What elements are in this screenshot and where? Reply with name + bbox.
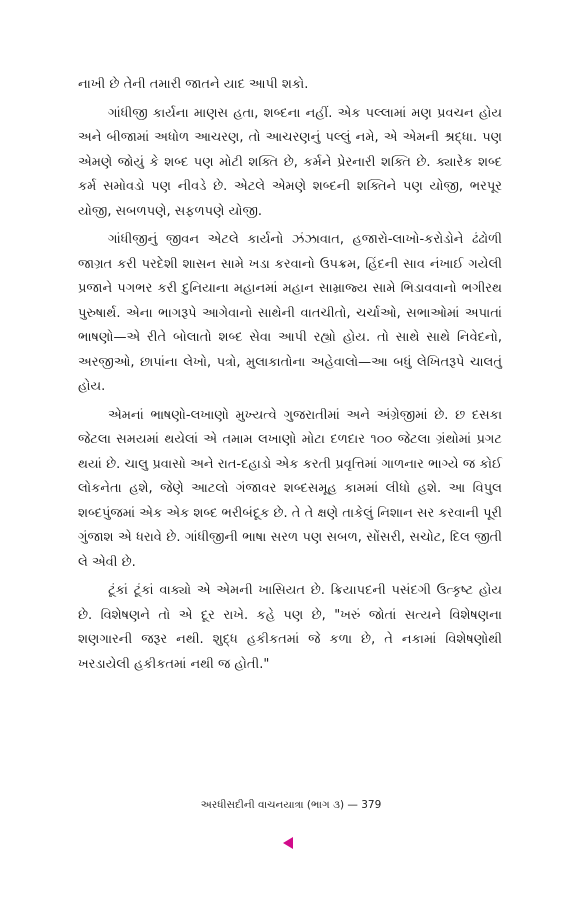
paragraph-5: ટૂંકાં ટૂંકાં વાક્યો એ એમની ખાસિયત છે. ક્રિયાપદની પસંદગી ઉત્કૃષ્ટ હોય છે. વિશેષણને તો એ દૂર રાખે. કહે પણ છે, "ખરું જોતાં સત્યને વિશેષણના શણગારની જરૂર નથી. શુદ્ધ હકીકતમાં જે કળા છે, તે નકામાં વિશેષણોથી ખરડાયેલી હકીકતમાં નથી જ હોતી." xyxy=(78,583,502,672)
paragraph-4: એમનાં ભાષણો-લખાણો મુખ્યત્વે ગુજરાતીમાં અને અંગ્રેજીમાં છે. છ દસકા જેટલા સમયમાં થયેલાં એ તમામ લખાણો મોટા દળદાર ૧૦૦ જેટલા ગ્રંથોમાં પ્રગટ થયાં છે. ચાલુ પ્રવાસો અને રાત-દહાડો એક કરતી પ્રવૃત્તિમાં ગાળનાર ભાગ્યે જ કોઈ લોકનેતા હશે, જેણે આટલો ગંજાવર શબ્દસમૂહ કામમાં લીધો હશે. આ વિપુલ શબ્દપુંજમાં એક એક શબ્દ ભરીબંદૂક છે. તે તે ક્ષણે તાકેલું નિશાન સર કરવાની પૂરી ગુંજાશ એ ધરાવે છે. ગાંધીજીની ભાષા સરળ પણ સબળ, સોંસરી, સચોટ, દિલ જીતી લે એવી છે. xyxy=(78,407,502,570)
paragraph-2: ગાંધીજી કાર્યના માણસ હતા, શબ્દના નહીં. એક પલ્લામાં મણ પ્રવચન હોય અને બીજામાં અધોળ આચરણ, તો આચરણનું પલ્લું નમે, એ એમની શ્રદ્ધા. પણ એમણે જોયું કે શબ્દ પણ મોટી શક્તિ છે, કર્મને પ્રેરનારી શક્તિ છે. ક્યારેક શબ્દ કર્મ સમોવડો પણ નીવડે છે. એટલે એમણે શબ્દની શક્તિને પણ યોજી, ભરપૂર યોજી, સબળપણે, સફળપણે યોજી. xyxy=(78,105,502,219)
page-body xyxy=(78,73,502,677)
paragraph-3: ગાંધીજીનું જીવન એટલે કાર્યનો ઝંઝાવાત, હજારો-લાખો-કરોડોને ઢંઢોળી જાગ્રત કરી પરદેશી શાસન સામે ખડા કરવાનો ઉપક્રમ, હિંદની સાવ નંખાઈ ગયેલી પ્રજાને પગભર કરી દુનિયાના મહાનમાં મહાન સામ્રાજ્ય સામે ભિડાવવાનો ભગીરથ પુરુષાર્થ. એના ભાગરૂપે આગેવાનો સાથેની વાતચીતો, ચર્ચાઓ, સભાઓમાં અપાતાં ભાષણો—એ રીતે બોલાતો શબ્દ સેવા આપી રહ્યો હોય. તો સાથે સાથે નિવેદનો, અરજીઓ, છાપાંના લેખો, પત્રો, મુલાકાતોના અહેવાલો—આ બધું લેખિતરૂપે ચાલતું હોય. xyxy=(78,232,502,394)
previous-page-arrow-icon[interactable] xyxy=(283,837,293,849)
page-footer: અરધીસદીની વાચનયાત્રા (ભાગ ૩) — 379 xyxy=(200,799,382,811)
paragraph-continuation: નાખી છે તેની તમારી જાતને યાદ આપી શકો. xyxy=(78,77,309,92)
